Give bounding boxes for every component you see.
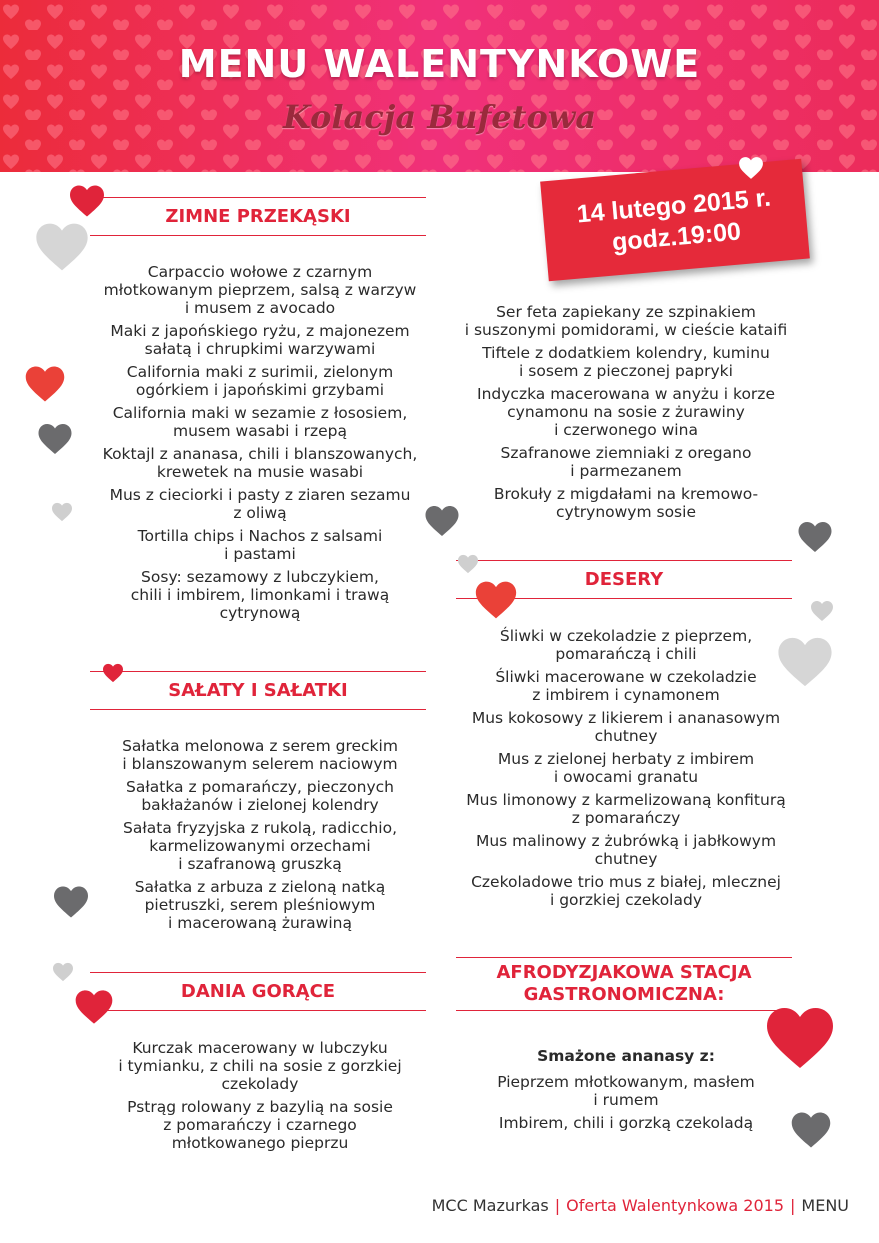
heart-icon bbox=[797, 520, 833, 554]
list-item: Sosy: sezamowy z lubczykiem, chili i imbirem, limonkami i trawą cytrynową bbox=[130, 568, 390, 622]
heart-icon bbox=[764, 1005, 836, 1071]
list-item: Pieprzem młotkowanym, masłem i rumem bbox=[497, 1073, 755, 1109]
list-item: Imbirem, chili i gorzką czekoladą bbox=[498, 1114, 754, 1132]
heart-icon bbox=[776, 634, 834, 690]
section-heading-dania bbox=[90, 972, 426, 1011]
section-title-stacja: AFRODYZJAKOWA STACJA GASTRONOMICZNA: bbox=[496, 962, 752, 1005]
list-item: Mus malinowy z żubrówką i jabłkowym chutney bbox=[475, 832, 777, 868]
section-title-salaty: SAŁATY I SAŁATKI bbox=[168, 680, 348, 701]
list-item: Carpaccio wołowe z czarnym młotkowanym pieprzem, salsą z warzyw i musem z avocado bbox=[103, 263, 417, 317]
footer-page: MENU bbox=[801, 1196, 849, 1215]
heart-icon bbox=[810, 600, 834, 622]
heart-icon bbox=[68, 184, 106, 218]
heart-icon bbox=[24, 364, 66, 404]
heart-pattern bbox=[0, 0, 879, 172]
section-rule-bottom bbox=[90, 1010, 426, 1011]
footer-venue: MCC Mazurkas bbox=[431, 1196, 549, 1215]
page-title: MENU WALENTYNKOWE bbox=[178, 42, 701, 86]
list-item: California maki z surimii, zielonym ogórkiem i japońskimi grzybami bbox=[126, 363, 394, 399]
heart-icon bbox=[52, 962, 74, 982]
heart-icon bbox=[102, 663, 124, 683]
heart-icon bbox=[738, 156, 764, 180]
list-item: Koktajl z ananasa, chili i blanszowanych, krewetek na musie wasabi bbox=[102, 445, 418, 481]
heart-icon bbox=[74, 988, 114, 1026]
section-title-zimne: ZIMNE PRZEKĄSKI bbox=[165, 206, 351, 227]
list-dania-continued bbox=[446, 303, 806, 526]
page-subtitle: Kolacja Bufetowa bbox=[282, 98, 597, 136]
list-zimne bbox=[80, 263, 440, 627]
list-stacja bbox=[446, 1047, 806, 1137]
list-dania bbox=[80, 1039, 440, 1157]
list-desery bbox=[446, 627, 806, 914]
footer-separator: | bbox=[790, 1196, 796, 1215]
heart-icon bbox=[457, 554, 479, 574]
list-item: Mus z zielonej herbaty z imbirem i owocami granatu bbox=[497, 750, 755, 786]
list-item: Sałatka z arbuza z zieloną natką pietruszki, serem pleśniowym i macerowaną żurawiną bbox=[134, 878, 386, 932]
list-item: Sałata fryzyjska z rukolą, radicchio, karmelizowanymi orzechami i szafranową gruszką bbox=[123, 819, 397, 873]
list-item: Kurczak macerowany w lubczyku i tymianku, z chili na sosie z gorzkiej czekolady bbox=[118, 1039, 402, 1093]
heart-icon bbox=[34, 220, 90, 274]
list-item: Mus kokosowy z likierem i ananasowym chutney bbox=[471, 709, 781, 745]
list-item: Czekoladowe trio mus z białej, mlecznej i gorzkiej czekolady bbox=[471, 873, 781, 909]
section-title-dania: DANIA GORĄCE bbox=[180, 981, 336, 1002]
station-subtitle: Smażone ananasy z: bbox=[537, 1047, 715, 1065]
list-item: Mus z cieciorki i pasty z ziaren sezamu z oliwą bbox=[109, 486, 411, 522]
list-item: Maki z japońskiego ryżu, z majonezem sałatą i chrupkimi warzywami bbox=[110, 322, 410, 358]
section-heading-salaty bbox=[90, 671, 426, 710]
header-banner bbox=[0, 0, 879, 172]
section-heading-zimne bbox=[90, 197, 426, 236]
section-rule-bottom bbox=[456, 1010, 792, 1011]
list-item: Ser feta zapiekany ze szpinakiem i suszonymi pomidorami, w cieście kataifi bbox=[464, 303, 788, 339]
list-item: Indyczka macerowana w anyżu i korze cynamonu na sosie z żurawiny i czerwonego wina bbox=[477, 385, 775, 439]
section-heading-stacja bbox=[456, 957, 792, 1011]
list-item: Tiftele z dodatkiem kolendry, kuminu i sosem z pieczonej papryki bbox=[482, 344, 770, 380]
event-time: godz.19:00 bbox=[610, 217, 743, 257]
list-item: California maki w sezamie z łososiem, musem wasabi i rzepą bbox=[112, 404, 408, 440]
heart-icon bbox=[52, 885, 90, 919]
list-item: Szafranowe ziemniaki z oregano i parmezanem bbox=[500, 444, 752, 480]
list-item: Brokuły z migdałami na kremowo- cytrynowym sosie bbox=[493, 485, 759, 521]
list-item: Mus limonowy z karmelizowaną konfiturą z pomarańczy bbox=[466, 791, 786, 827]
list-item: Sałatka z pomarańczy, pieczonych bakłażanów i zielonej kolendry bbox=[126, 778, 394, 814]
heart-icon bbox=[474, 579, 518, 621]
heart-icon bbox=[424, 504, 460, 538]
section-rule-bottom bbox=[90, 709, 426, 710]
section-rule-bottom bbox=[90, 235, 426, 236]
event-date: 14 lutego 2015 r. bbox=[575, 183, 772, 229]
list-item: Śliwki macerowane w czekoladzie z imbirem i cynamonem bbox=[495, 668, 757, 704]
footer-separator: | bbox=[554, 1196, 561, 1215]
heart-icon bbox=[37, 422, 73, 456]
list-item: Pstrąg rolowany z bazylią na sosie z pomarańczy i czarnego młotkowanego pieprzu bbox=[127, 1098, 393, 1152]
list-item: Tortilla chips i Nachos z salsami i pastami bbox=[137, 527, 383, 563]
list-item: Sałatka melonowa z serem greckim i blanszowanym selerem naciowym bbox=[122, 737, 398, 773]
footer-offer: Oferta Walentynkowa 2015 bbox=[566, 1196, 785, 1215]
list-salaty bbox=[80, 737, 440, 937]
heart-icon bbox=[790, 1110, 832, 1150]
heart-icon bbox=[51, 502, 73, 522]
date-badge bbox=[540, 159, 810, 281]
footer bbox=[432, 1196, 849, 1215]
section-title-desery: DESERY bbox=[584, 569, 664, 590]
list-item: Śliwki w czekoladzie z pieprzem, pomarańczą i chili bbox=[499, 627, 753, 663]
